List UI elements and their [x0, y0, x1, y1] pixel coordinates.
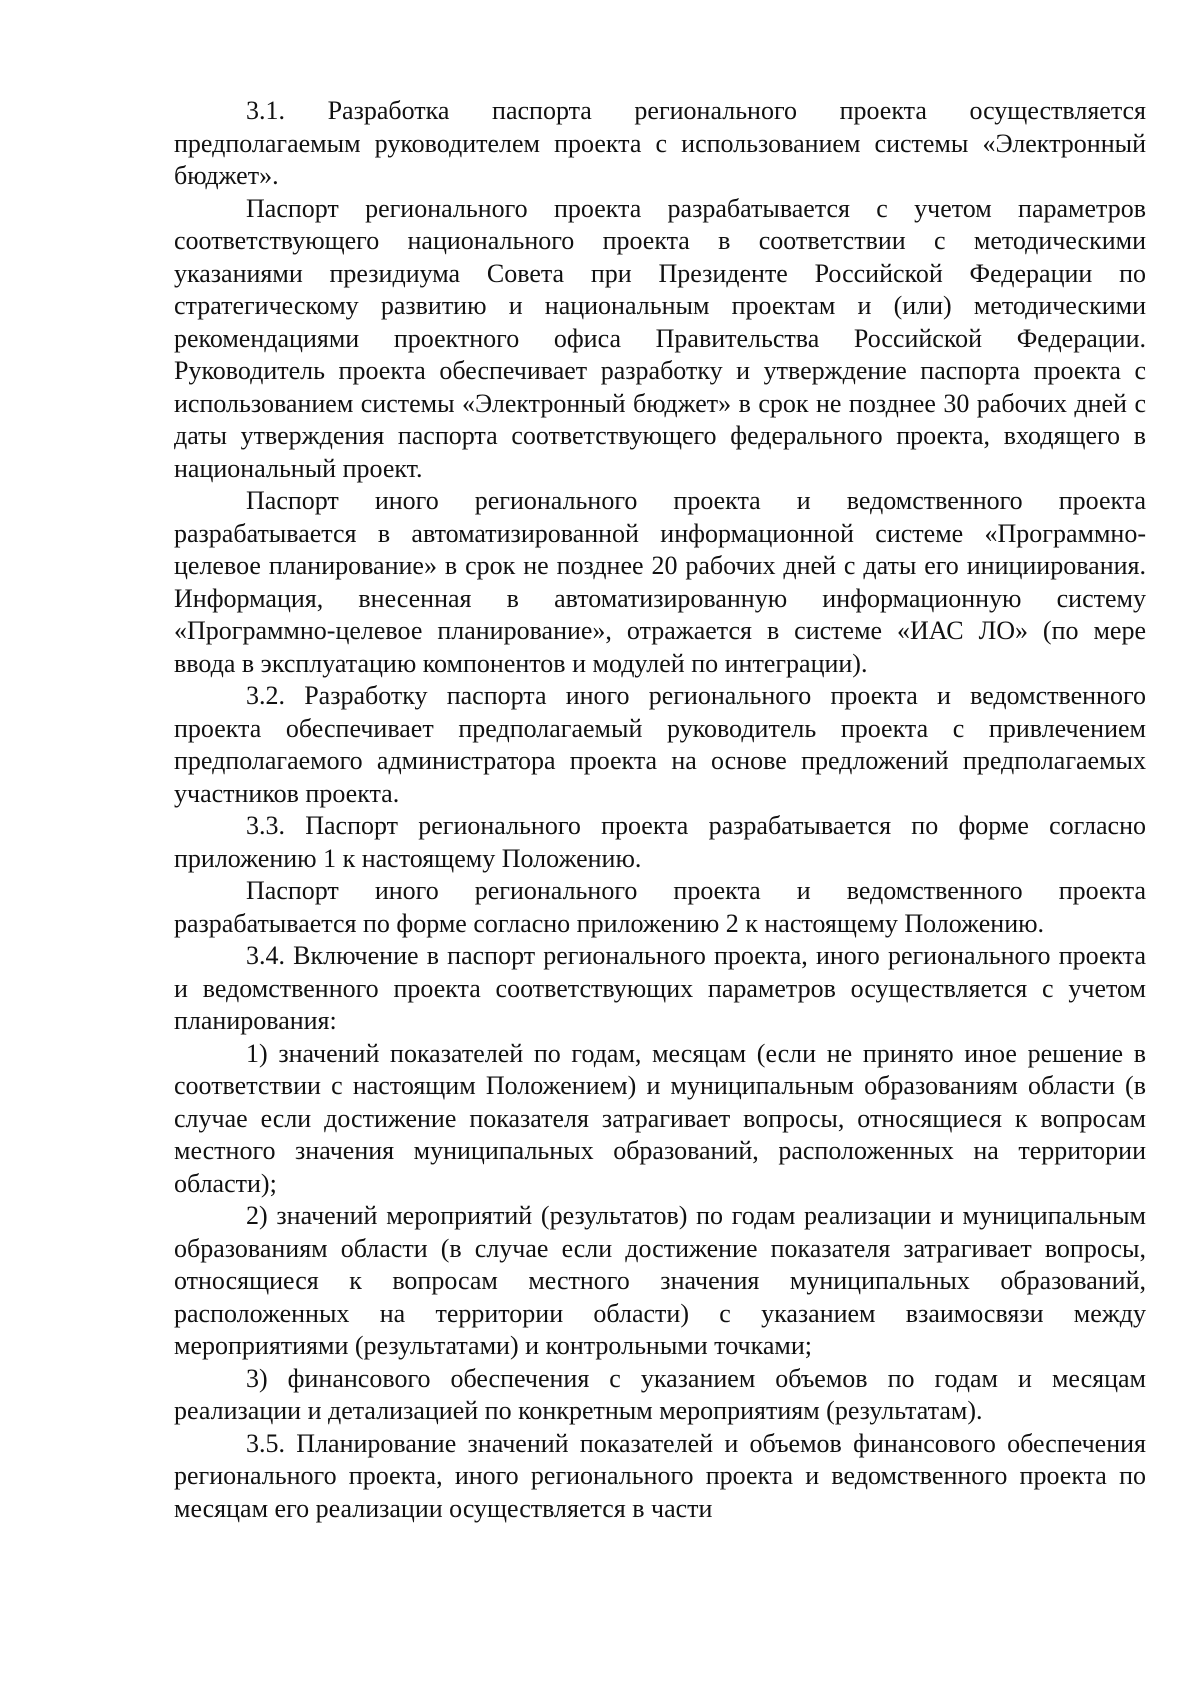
list-item-1: 1) значений показателей по годам, месяцам (если не принято иное решение в соответствии с настоящим Положением) и муниципальным образованиям области (в случае если достижение показателя затрагивает вопросы, относящиеся к вопросам местного значения муниципальных образований, расположенных на территории области); [174, 1038, 1146, 1198]
paragraph-3-3: 3.3. Паспорт регионального проекта разрабатывается по форме согласно приложению 1 к настоящему Положению. [174, 811, 1146, 873]
paragraph-regional-passport: Паспорт регионального проекта разрабатывается с учетом параметров соответствующего национального проекта в соответствии с методическими указаниями президиума Совета при Президенте Российской Федерации по стратегическому развитию и национальным проектам и (или) методическими рекомендациями проектного офиса Правительства Российской Федерации. Руководитель проекта обеспечивает разработку и утверждение паспорта проекта с использованием системы «Электронный бюджет» в срок не позднее 30 рабочих дней с даты утверждения паспорта соответствующего федерального проекта, входящего в национальный проект. [174, 193, 1146, 483]
list-item-3: 3) финансового обеспечения с указанием объемов по годам и месяцам реализации и детализацией по конкретным мероприятиям (результатам). [174, 1363, 1146, 1425]
paragraph-3-4: 3.4. Включение в паспорт регионального проекта, иного регионального проекта и ведомственного проекта соответствующих параметров осуществляется с учетом планирования: [174, 941, 1146, 1035]
paragraph-other-passport: Паспорт иного регионального проекта и ведомственного проекта разрабатывается в автоматизированной информационной системе «Программно-целевое планирование» в срок не позднее 20 рабочих дней с даты его инициирования. Информация, внесенная в автоматизированную информационную систему «Программно-целевое планирование», отражается в системе «ИАС ЛО» (по мере ввода в эксплуатацию компонентов и модулей по интеграции). [174, 486, 1146, 678]
paragraph-appendix-2: Паспорт иного регионального проекта и ведомственного проекта разрабатывается по форме согласно приложению 2 к настоящему Положению. [174, 876, 1146, 938]
paragraph-3-2: 3.2. Разработку паспорта иного регионального проекта и ведомственного проекта обеспечивает предполагаемый руководитель проекта с привлечением предполагаемого администратора проекта на основе предложений предполагаемых участников проекта. [174, 681, 1146, 808]
document-page [174, 95, 1146, 1525]
paragraph-3-5: 3.5. Планирование значений показателей и объемов финансового обеспечения регионального проекта, иного регионального проекта и ведомственного проекта по месяцам его реализации осуществляется в части [174, 1428, 1146, 1523]
paragraph-3-1: 3.1. Разработка паспорта регионального проекта осуществляется предполагаемым руководителем проекта с использованием системы «Электронный бюджет». [174, 96, 1146, 190]
list-item-2: 2) значений мероприятий (результатов) по годам реализации и муниципальным образованиям области (в случае если достижение показателя затрагивает вопросы, относящиеся к вопросам местного значения муниципальных образований, расположенных на территории области) с указанием взаимосвязи между мероприятиями (результатами) и контрольными точками; [174, 1201, 1146, 1360]
